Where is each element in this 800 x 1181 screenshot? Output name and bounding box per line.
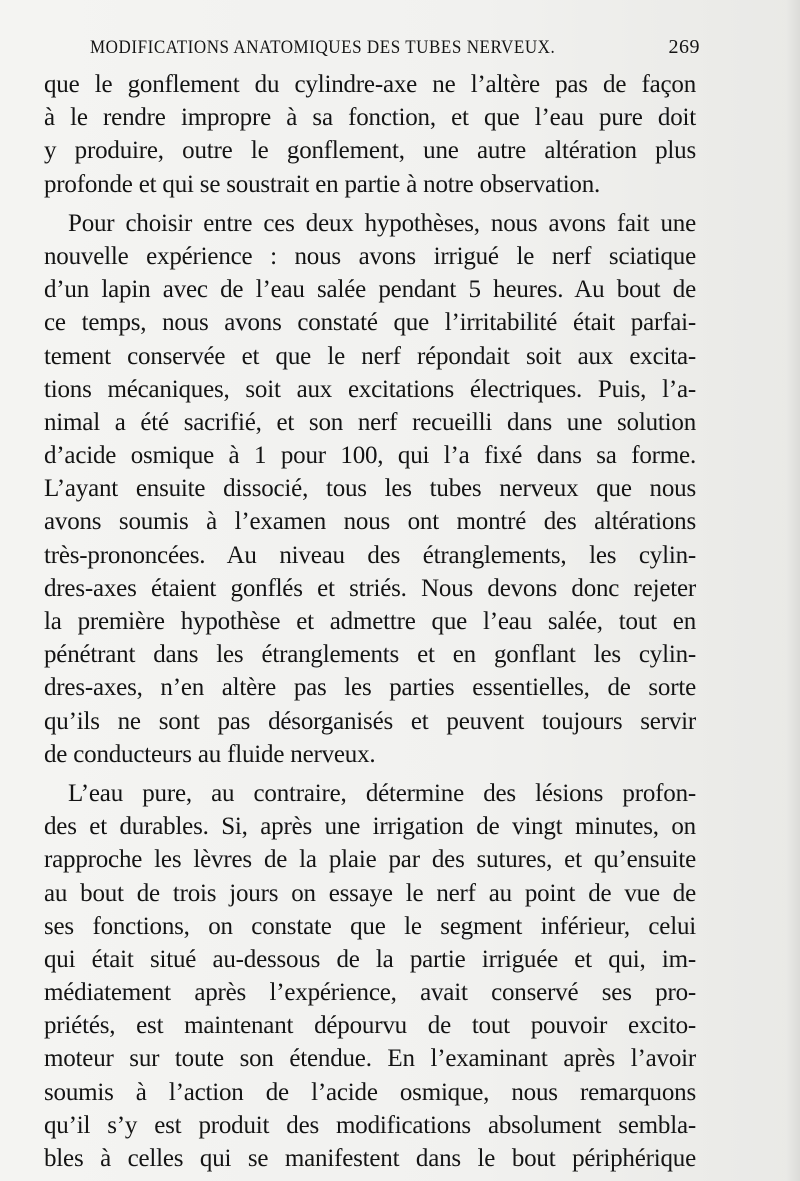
text-line: de conducteurs au fluide nerveux. [44, 740, 376, 768]
text-line: très-prononcées. Au niveau des étranglements, les cylin- [44, 541, 696, 569]
text-line: qu’il s’y est produit des modifications absolument sembla- [44, 1111, 696, 1139]
text-line: ce temps, nous avons constaté que l’irritabilité était parfai- [44, 309, 696, 337]
text-line: soumis à l’action de l’acide osmique, nous remarquons [44, 1078, 696, 1106]
page-edge-shadow [786, 0, 800, 1181]
paragraph-2 [44, 207, 696, 771]
text-line: nouvelle expérience : nous avons irrigué le nerf sciatique [44, 242, 696, 270]
text-line: avons soumis à l’examen nous ont montré des altérations [44, 508, 696, 536]
text-line: y produire, outre le gonflement, une autre altération plus [44, 137, 696, 165]
page-number: 269 [668, 36, 700, 58]
page-header [90, 36, 700, 60]
text-line: L’ayant ensuite dissocié, tous les tubes nerveux que nous [44, 475, 696, 503]
text-line: qui était situé au-dessous de la partie irriguée et qui, im- [44, 945, 696, 973]
text-line: moteur sur toute son étendue. En l’examinant après l’avoir [44, 1045, 696, 1073]
text-line: dres-axes, n’en altère pas les parties essentielles, de sorte [44, 674, 696, 702]
text-line: tement conservée et que le nerf répondait soit aux excita- [44, 342, 696, 370]
text-line: rapproche les lèvres de la plaie par des sutures, et qu’ensuite [44, 846, 696, 874]
text-line: d’un lapin avec de l’eau salée pendant 5 heures. Au bout de [44, 276, 696, 304]
text-line: pénétrant dans les étranglements et en gonflant les cylin- [44, 641, 696, 669]
text-line: d’acide osmique à 1 pour 100, qui l’a fixé dans sa forme. [44, 442, 696, 470]
text-line: priétés, est maintenant dépourvu de tout pouvoir excito- [44, 1012, 696, 1040]
paragraph-3 [44, 777, 696, 1175]
text-line: au bout de trois jours on essaye le nerf au point de vue de [44, 879, 696, 907]
text-line: qu’ils ne sont pas désorganisés et peuvent toujours servir [44, 707, 696, 735]
text-line: que le gonflement du cylindre-axe ne l’altère pas de façon [44, 71, 696, 98]
text-line: Pour choisir entre ces deux hypothèses, nous avons fait une [68, 209, 696, 237]
text-line: des et durables. Si, après une irrigation de vingt minutes, on [44, 813, 696, 841]
text-line: à le rendre impropre à sa fonction, et que l’eau pure doit [44, 104, 696, 132]
text-line: bles à celles qui se manifestent dans le bout périphérique [44, 1145, 696, 1172]
text-line: dres-axes étaient gonflés et striés. Nous devons donc rejeter [44, 574, 696, 602]
text-line: nimal a été sacrifié, et son nerf recueilli dans une solution [44, 408, 696, 436]
running-head: MODIFICATIONS ANATOMIQUES DES TUBES NERVEUX. [90, 38, 556, 58]
text-line: médiatement après l’expérience, avait conservé ses pro- [44, 979, 696, 1007]
text-line: L’eau pure, au contraire, détermine des lésions profon- [68, 779, 696, 807]
text-line: tions mécaniques, soit aux excitations électriques. Puis, l’a- [44, 375, 696, 403]
text-line: la première hypothèse et admettre que l’eau salée, tout en [44, 608, 696, 635]
text-line: profonde et qui se soustrait en partie à notre observation. [44, 170, 601, 198]
body-text [44, 68, 696, 1175]
paragraph-1 [44, 68, 696, 201]
text-line: ses fonctions, on constate que le segment inférieur, celui [44, 912, 696, 940]
